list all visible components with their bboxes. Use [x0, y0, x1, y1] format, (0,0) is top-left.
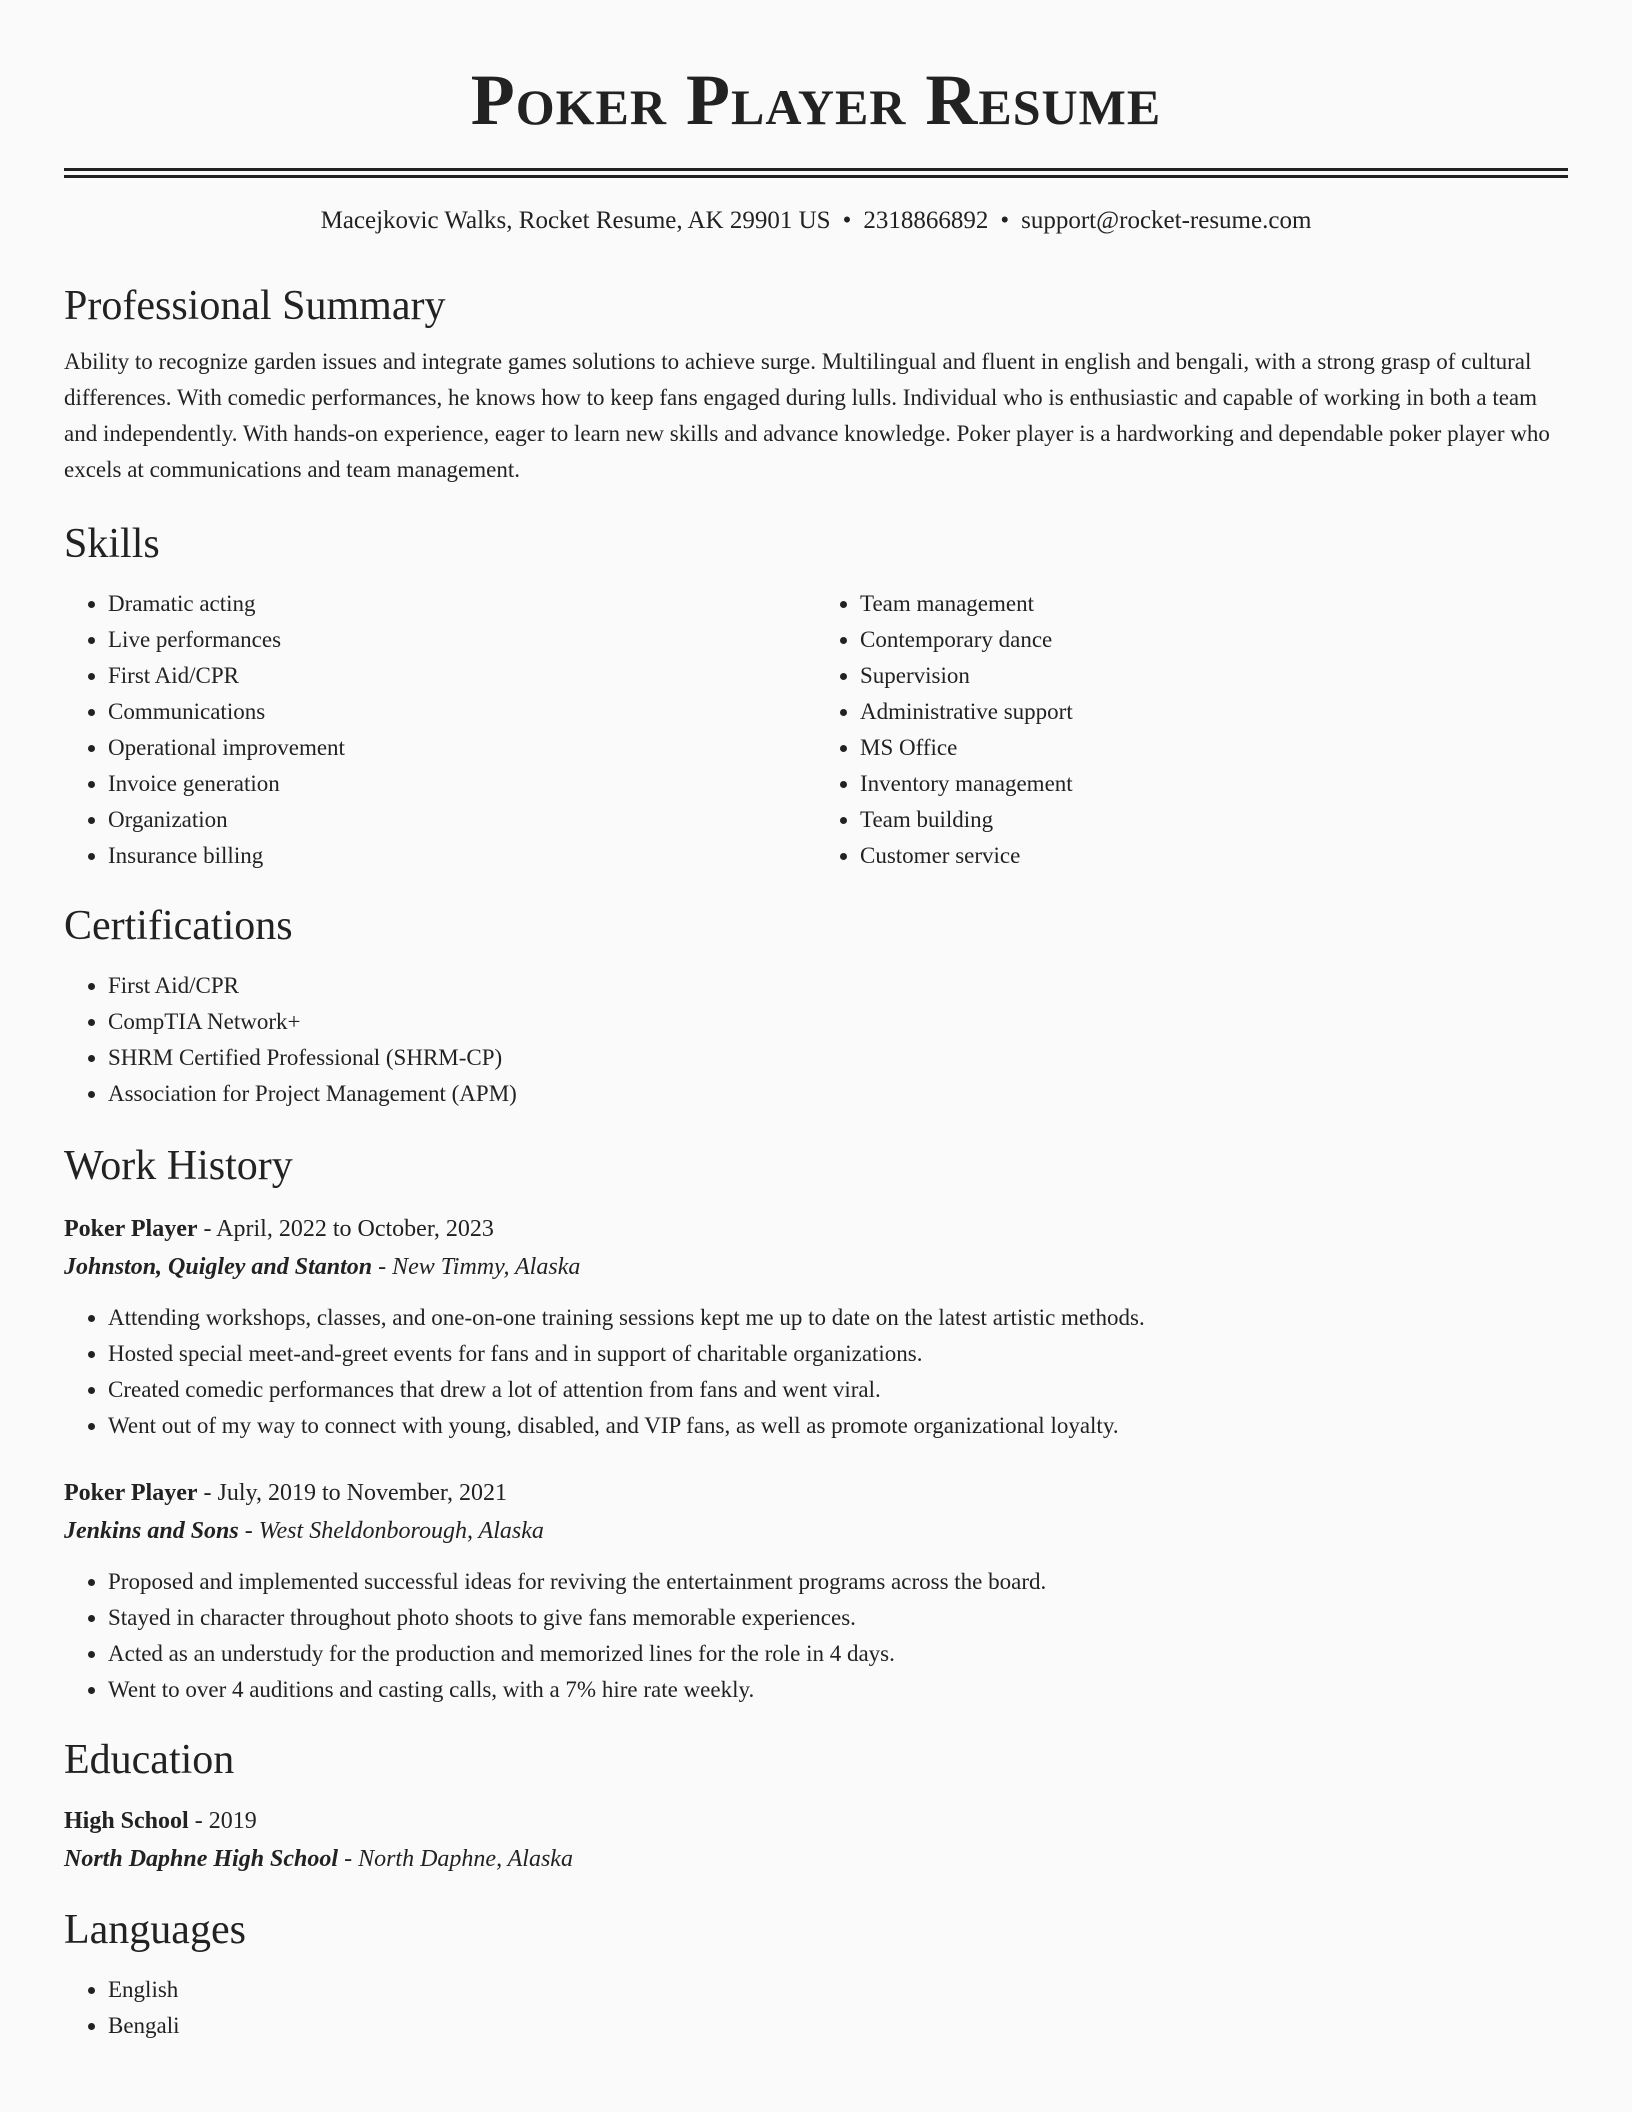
job-company: Johnston, Quigley and Stanton [64, 1254, 373, 1280]
job-title-line [64, 1210, 1568, 1248]
languages-list [64, 1972, 1568, 2044]
skill-item: • Team management [860, 586, 1568, 622]
job-bullet: • Went out of my way to connect with young, disabled, and VIP fans, as well as promote organizational loyalty. [108, 1408, 1568, 1444]
skill-item: • First Aid/CPR [108, 658, 816, 694]
languages-heading: Languages [64, 1907, 246, 1953]
job-bullet: • Created comedic performances that drew a lot of attention from fans and went viral. [108, 1372, 1568, 1408]
skill-item: • Communications [108, 694, 816, 730]
skill-item: • Supervision [860, 658, 1568, 694]
summary-heading: Professional Summary [64, 283, 446, 329]
skill-item: • Team building [860, 802, 1568, 838]
skills-heading: Skills [64, 521, 160, 567]
education-location: - North Daphne, Alaska [344, 1846, 573, 1872]
skill-item: • Invoice generation [108, 766, 816, 802]
education-degree: High School [64, 1808, 189, 1834]
education-heading: Education [64, 1737, 235, 1783]
skill-item: • Operational improvement [108, 730, 816, 766]
certification-item: • CompTIA Network+ [108, 1004, 1568, 1040]
skills-columns [64, 586, 1568, 874]
education-degree-line [64, 1802, 1568, 1840]
contact-separator: • [842, 207, 852, 234]
job-entry [64, 1210, 1568, 1444]
certification-item: • Association for Project Management (APM) [108, 1076, 1568, 1112]
skill-item: • Customer service [860, 838, 1568, 874]
job-location: - New Timmy, Alaska [378, 1254, 581, 1280]
job-title-line [64, 1474, 1568, 1512]
skill-item: • Administrative support [860, 694, 1568, 730]
skill-item: • Organization [108, 802, 816, 838]
skill-item: • Insurance billing [108, 838, 816, 874]
job-company-line [64, 1248, 1568, 1286]
resume-page [64, 0, 1568, 2044]
work-history-heading: Work History [64, 1143, 293, 1189]
job-dates: - April, 2022 to October, 2023 [203, 1216, 494, 1242]
job-bullets [64, 1564, 1568, 1708]
contact-address: Macejkovic Walks, Rocket Resume, AK 29901 US [320, 207, 831, 234]
job-company: Jenkins and Sons [64, 1518, 239, 1544]
resume-title: Poker Player Resume [470, 60, 1162, 140]
job-bullet: • Hosted special meet-and-greet events for fans and in support of charitable organizations. [108, 1336, 1568, 1372]
language-item: • English [108, 1972, 1568, 2008]
job-bullet: • Attending workshops, classes, and one-on-one training sessions kept me up to date on the latest artistic methods. [108, 1300, 1568, 1336]
job-title: Poker Player [64, 1216, 198, 1242]
job-bullets [64, 1300, 1568, 1444]
certification-item: • SHRM Certified Professional (SHRM-CP) [108, 1040, 1568, 1076]
skill-item: • MS Office [860, 730, 1568, 766]
job-title: Poker Player [64, 1480, 198, 1506]
contact-email: support@rocket-resume.com [1021, 207, 1312, 234]
job-bullet: • Proposed and implemented successful ideas for reviving the entertainment programs across the board. [108, 1564, 1568, 1600]
job-bullet: • Acted as an understudy for the production and memorized lines for the role in 4 days. [108, 1636, 1568, 1672]
job-company-line [64, 1512, 1568, 1550]
skills-list-left [64, 586, 816, 874]
title-divider [64, 168, 1568, 178]
skill-item: • Dramatic acting [108, 586, 816, 622]
education-school-line [64, 1840, 1568, 1878]
certifications-heading: Certifications [64, 903, 293, 949]
skill-item: • Contemporary dance [860, 622, 1568, 658]
certifications-list [64, 968, 1568, 1112]
job-bullet: • Went to over 4 auditions and casting calls, with a 7% hire rate weekly. [108, 1672, 1568, 1708]
contact-line [64, 204, 1568, 238]
contact-separator: • [1000, 207, 1010, 234]
education-year: - 2019 [194, 1808, 257, 1834]
summary-text: Ability to recognize garden issues and integrate games solutions to achieve surge. Multilingual and fluent in english and bengali, with a strong grasp of cultural differences. With comedic performances, he knows how to keep fans engaged during lulls. Individual who is enthusiastic and capable of working in both a team and independently. With hands-on experience, eager to learn new skills and advance knowledge. Poker player is a hardworking and dependable poker player who excels at communications and team management. [64, 349, 1550, 482]
education-school: North Daphne High School [64, 1846, 339, 1872]
job-bullet: • Stayed in character throughout photo shoots to give fans memorable experiences. [108, 1600, 1568, 1636]
job-entry [64, 1474, 1568, 1708]
skill-item: • Inventory management [860, 766, 1568, 802]
skill-item: • Live performances [108, 622, 816, 658]
skills-list-right [816, 586, 1568, 874]
education-entry [64, 1802, 1568, 1878]
job-location: - West Sheldonborough, Alaska [244, 1518, 544, 1544]
contact-phone: 2318866892 [863, 207, 989, 234]
certification-item: • First Aid/CPR [108, 968, 1568, 1004]
language-item: • Bengali [108, 2008, 1568, 2044]
job-dates: - July, 2019 to November, 2021 [203, 1480, 507, 1506]
